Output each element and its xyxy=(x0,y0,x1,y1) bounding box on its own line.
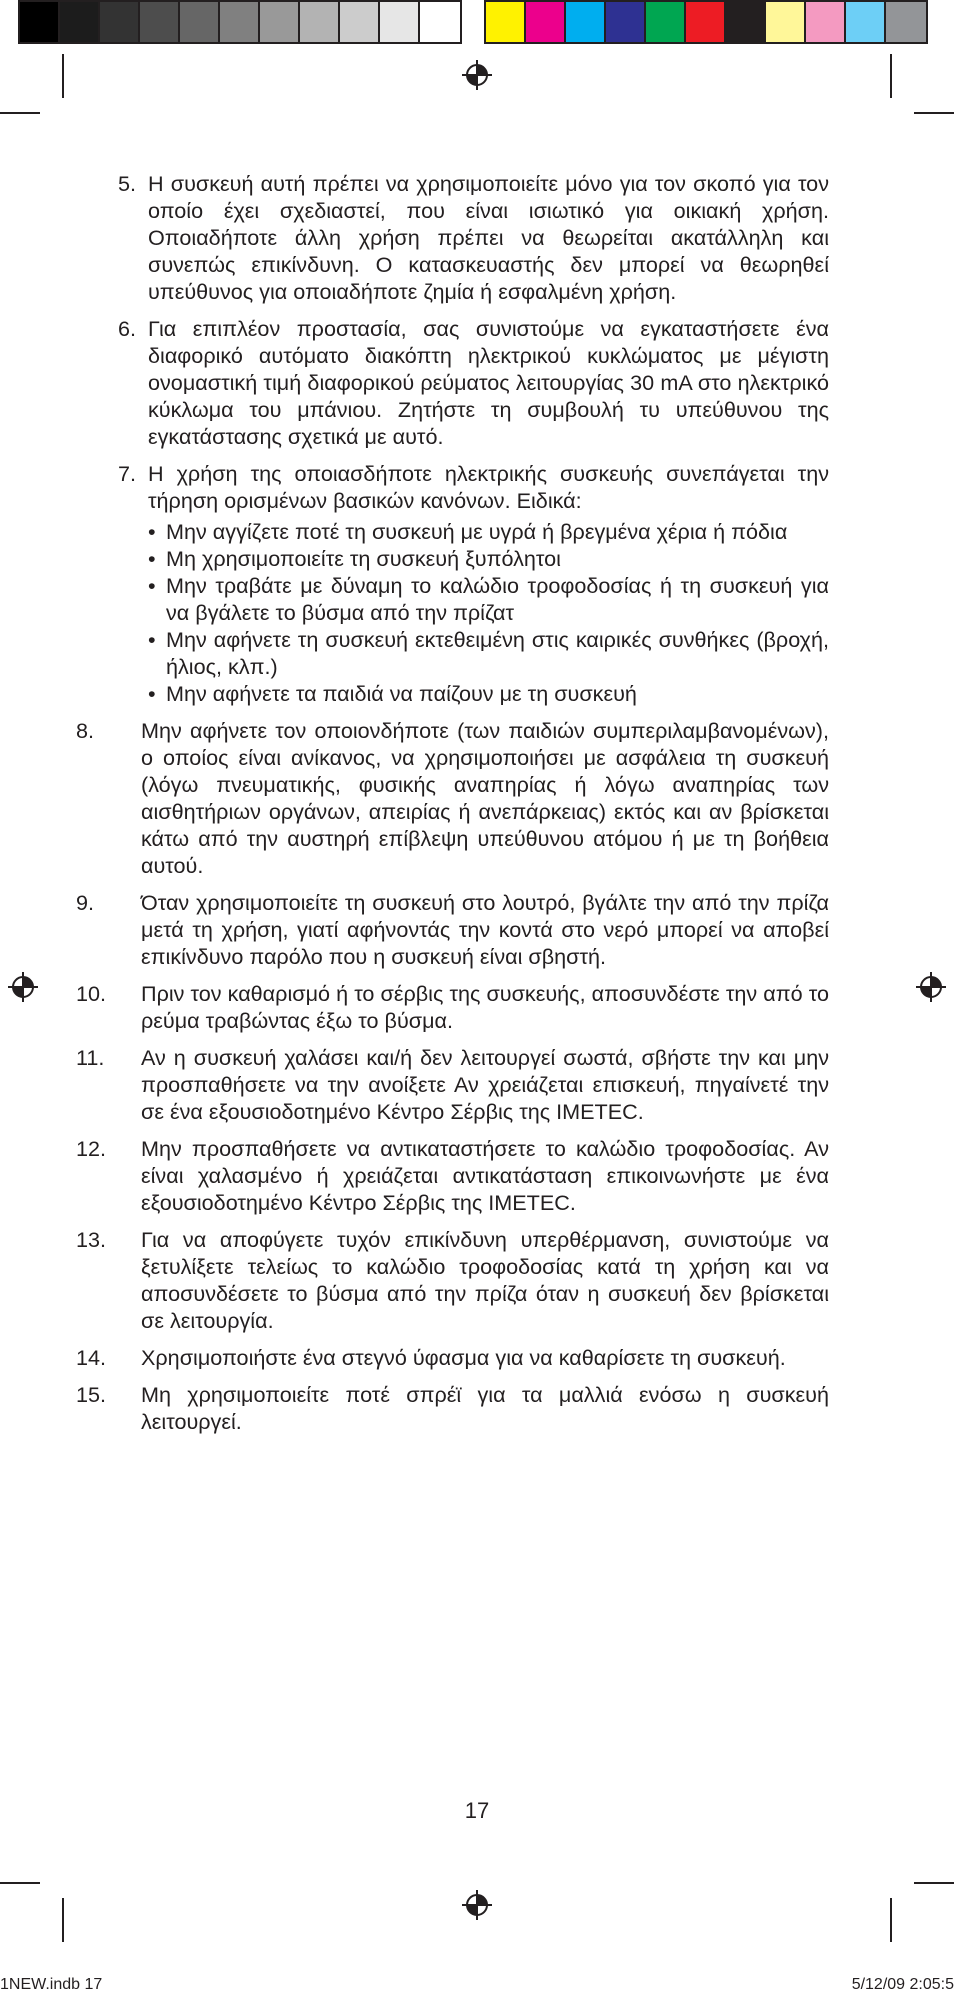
bullet-item xyxy=(148,572,829,626)
color-swatch xyxy=(766,2,806,42)
bullet-icon: • xyxy=(148,627,156,652)
bullet-item xyxy=(148,680,829,707)
item-text: Η χρήση της οποιασδήποτε ηλεκτρικής συσκευής συνεπάγεται την τήρηση ορισμένων βασικών κανόνων. Ειδικά: xyxy=(148,461,829,513)
color-swatch xyxy=(846,2,886,42)
item-number: 5. xyxy=(118,171,137,196)
bullet-item xyxy=(148,626,829,680)
item-text: Για επιπλέον προστασία, σας συνιστούμε να εγκαταστήσετε ένα διαφορικό αυτόματο διακόπτη ηλεκτρικού κυκλώματος με μέγιστη ονομαστική τιμή διαφορικού ρεύματος λειτουργίας 30 mA στο ηλεκτρικό κύκλωμα του μπάνιου. Ζητήστε τη συμβουλή τυ υπεύθυνου της εγκατάστασης σχετικά με αυτό. xyxy=(148,316,829,449)
color-swatch xyxy=(686,2,726,42)
item-number: 11. xyxy=(76,1045,105,1070)
gray-swatch xyxy=(60,2,100,42)
gray-swatch xyxy=(180,2,220,42)
item-text: Πριν τον καθαρισμό ή το σέρβις της συσκευής, αποσυνδέστε την από το ρεύμα τραβώντας έξω το βύσμα. xyxy=(141,981,829,1033)
bullet-text: Μην τραβάτε με δύναμη το καλώδιο τροφοδοσίας ή τη συσκευή για να βγάλετε το βύσμα από την πρίζατ xyxy=(166,573,829,625)
list-item xyxy=(118,315,829,450)
item-text: Μην αφήνετε τον οποιονδήποτε (των παιδιών συμπεριλαμβανομένων), ο οποίος είναι ανίκανος, να χρησιμοποιήσει με ασφάλεια τη συσκευή (λόγω πνευματικής, φυσικής αναπηρίας ή λόγω αναπηρίας των αισθητήριων οργάνων, απειρίας ή ανεπάρκειας) εκτός και αν βρίσκεται κάτω από την αυστηρή επίβλεψη υπεύθυνου ατόμου ή με τη βοήθεια αυτού. xyxy=(141,718,829,878)
bullet-text: Μην αφήνετε τα παιδιά να παίζουν με τη συσκευή xyxy=(166,681,637,706)
bullet-icon: • xyxy=(148,573,156,598)
bullet-text: Μη χρησιμοποιείτε τη συσκευή ξυπόλητοι xyxy=(166,546,561,571)
crop-mark-bottom-right xyxy=(890,1898,892,1942)
list-item xyxy=(118,170,829,305)
color-swatch xyxy=(886,2,926,42)
list-item xyxy=(76,980,829,1034)
list-item xyxy=(76,1344,829,1371)
gray-swatch xyxy=(300,2,340,42)
list-item xyxy=(118,460,829,707)
item-text: Όταν χρησιμοποιείτε τη συσκευή στο λουτρό, βγάλτε την από την πρίζα μετά τη χρήση, γιατί αφήνοντάς την κοντά στο νερό μπορεί να αποβεί επικίνδυνο παρόλο που η συσκευή είναι σβηστή. xyxy=(141,890,829,969)
bullet-text: Μην αγγίζετε ποτέ τη συσκευή με υγρά ή βρεγμένα χέρια ή πόδια xyxy=(166,519,788,544)
item-number: 6. xyxy=(118,316,137,341)
color-swatch xyxy=(646,2,686,42)
gray-swatch xyxy=(100,2,140,42)
color-swatch xyxy=(606,2,646,42)
gray-swatch xyxy=(20,2,60,42)
bullet-item xyxy=(148,518,829,545)
item-number: 8. xyxy=(76,718,95,743)
list-item xyxy=(76,1226,829,1334)
crop-mark-bottom-left xyxy=(62,1898,64,1942)
gray-swatch xyxy=(140,2,180,42)
safety-instructions xyxy=(76,170,829,1445)
item-number: 14. xyxy=(76,1345,107,1370)
item-text: Χρησιμοποιήστε ένα στεγνό ύφασμα για να καθαρίσετε τη συσκευή. xyxy=(141,1345,786,1370)
item-number: 7. xyxy=(118,461,137,486)
bullet-icon: • xyxy=(148,519,156,544)
color-swatch xyxy=(726,2,766,42)
crop-mark-top-right-h xyxy=(914,112,954,114)
list-item xyxy=(76,717,829,879)
bullet-icon: • xyxy=(148,546,156,571)
color-swatch xyxy=(806,2,846,42)
color-swatch xyxy=(566,2,606,42)
bullet-icon: • xyxy=(148,681,156,706)
item-text: Η συσκευή αυτή πρέπει να χρησιμοποιείτε μόνο για τον σκοπό για τον οποίο έχει σχεδιαστεί, που είναι ισιωτικό για οικιακή χρήση. Οποιαδήποτε άλλη χρήση πρέπει να θεωρείται ακατάλληλη και συνεπώς επικίνδυνη. Ο κατασκευαστής δεν μπορεί να θεωρηθεί υπεύθυνος για οποιαδήποτε ζημία ή εσφαλμένη χρήση. xyxy=(148,171,829,304)
print-slug-filename: 1NEW.indb 17 xyxy=(0,1976,103,1993)
gray-swatch xyxy=(380,2,420,42)
crop-mark-bottom-right-h xyxy=(914,1882,954,1884)
gray-swatch xyxy=(340,2,380,42)
color-swatch xyxy=(486,2,526,42)
process-color-bar xyxy=(484,0,928,44)
gray-swatch xyxy=(220,2,260,42)
color-swatch xyxy=(526,2,566,42)
gray-swatch xyxy=(260,2,300,42)
list-item xyxy=(76,1044,829,1125)
print-slug-timestamp: 5/12/09 2:05:5 xyxy=(851,1976,954,1993)
item-number: 15. xyxy=(76,1382,107,1407)
crop-mark-top-right xyxy=(890,54,892,98)
registration-target-icon xyxy=(460,1888,494,1922)
item-text: Μη χρησιμοποιείτε ποτέ σπρέϊ για τα μαλλιά ενόσω η συσκευή λειτουργεί. xyxy=(141,1382,829,1434)
item-text: Μην προσπαθήσετε να αντικαταστήσετε το καλώδιο τροφοδοσίας. Αν είναι χαλασμένο ή χρειάζεται αντικατάσταση επικοινωνήστε με ένα εξουσιοδοτημένο Κέντρο Σέρβις της IMETEC. xyxy=(141,1136,829,1215)
gray-swatch xyxy=(420,2,460,42)
registration-target-icon xyxy=(460,58,494,92)
numbered-list xyxy=(76,170,829,1435)
item-number: 10. xyxy=(76,981,107,1006)
registration-target-icon xyxy=(914,970,948,1004)
list-item xyxy=(76,1135,829,1216)
item-text: Για να αποφύγετε τυχόν επικίνδυνη υπερθέρμανση, συνιστούμε να ξετυλίξετε τελείως το καλώδιο τροφοδοσίας κατά τη χρήση και να αποσυνδέσετε το βύσμα από την πρίζα όταν η συσκευή δεν βρίσκεται σε λειτουργία. xyxy=(141,1227,829,1333)
page-number: 17 xyxy=(464,1798,490,1823)
bullet-item xyxy=(148,545,829,572)
crop-mark-bottom-left-h xyxy=(0,1882,40,1884)
bullet-list xyxy=(148,518,829,707)
item-number: 12. xyxy=(76,1136,107,1161)
grayscale-color-bar xyxy=(18,0,462,44)
crop-mark-top-left xyxy=(62,54,64,98)
item-text: Αν η συσκευή χαλάσει και/ή δεν λειτουργεί σωστά, σβήστε την και μην προσπαθήσετε να την ανοίξετε Αν χρειάζεται επισκευή, πηγαίνετέ την σε ένα εξουσιοδοτημένο Κέντρο Σέρβις της IMETEC. xyxy=(141,1045,829,1124)
item-number: 9. xyxy=(76,890,95,915)
crop-mark-top-left-h xyxy=(0,112,40,114)
bullet-text: Μην αφήνετε τη συσκευή εκτεθειμένη στις καιρικές συνθήκες (βροχή, ήλιος, κλπ.) xyxy=(166,627,829,679)
item-number: 13. xyxy=(76,1227,107,1252)
list-item xyxy=(76,889,829,970)
list-item xyxy=(76,1381,829,1435)
registration-target-icon xyxy=(6,970,40,1004)
